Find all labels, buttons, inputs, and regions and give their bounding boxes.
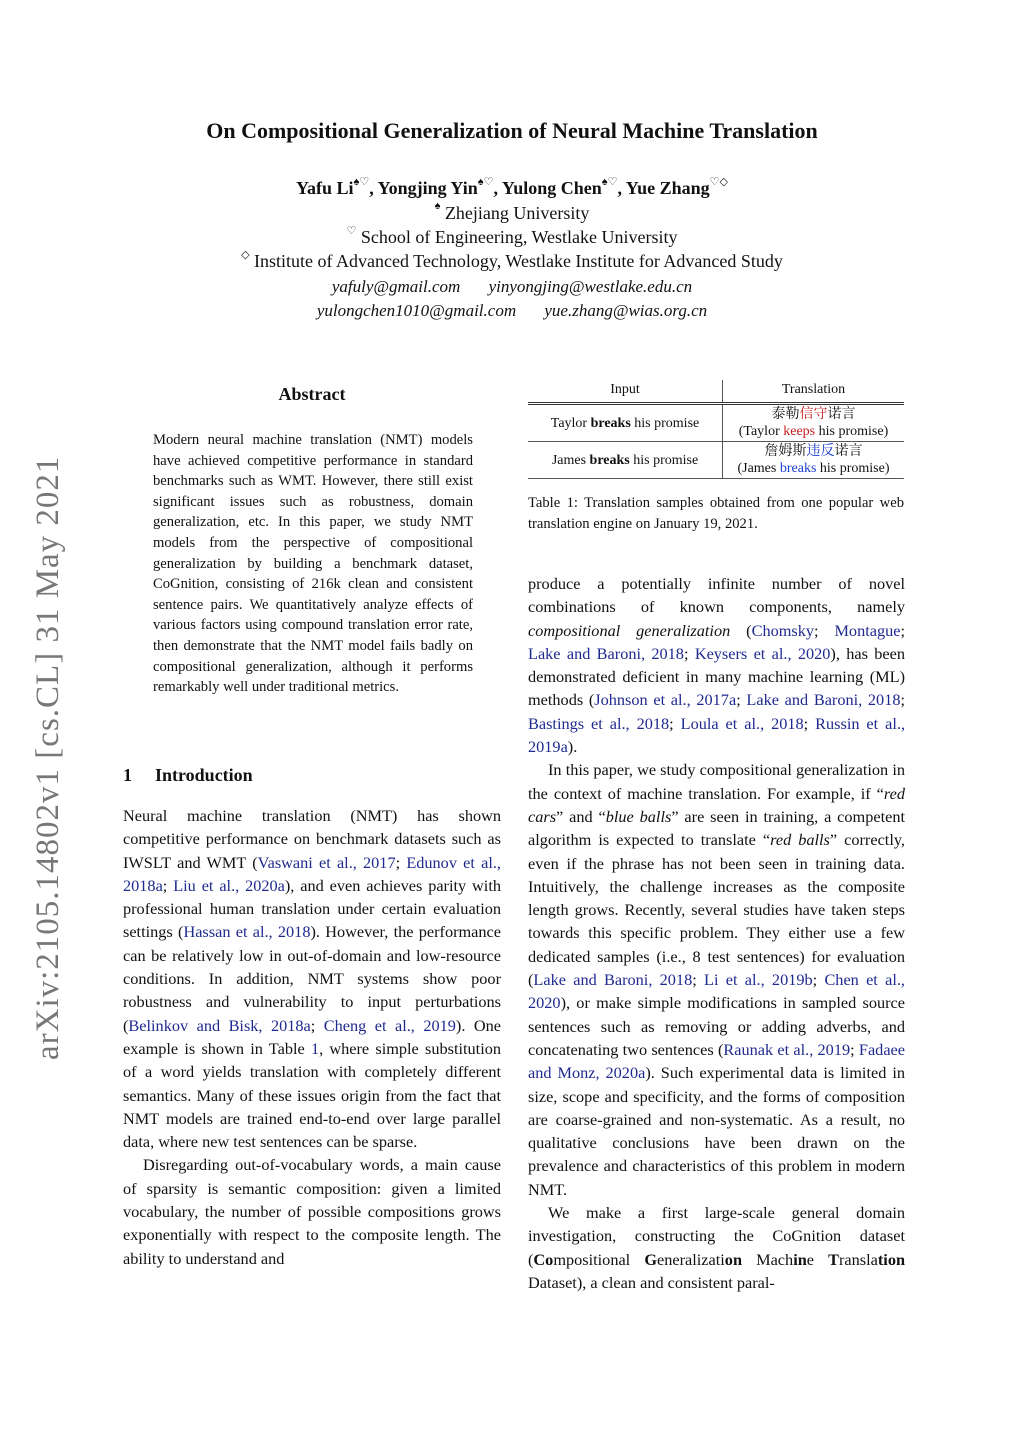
translation-table <box>528 380 904 479</box>
table-row <box>528 442 904 479</box>
author-name: Yafu Li <box>296 178 354 198</box>
author-marks: ♠♡ <box>477 176 494 188</box>
translation-cell: 泰勒信守诺言 (Taylor keeps his promise) <box>723 404 905 442</box>
column-header-translation: Translation <box>723 380 905 404</box>
author-list: Yafu Li♠♡, Yongjing Yin♠♡, Yulong Chen♠♡, Yue Zhang♡◇ <box>296 176 728 198</box>
input-cell: James breaks his promise <box>528 442 723 479</box>
affiliation <box>0 200 1024 224</box>
paragraph: Neural machine translation (NMT) has shown competitive performance on benchmark datasets such as IWSLT and WMT (Vaswani et al., 2017; Edunov et al., 2018a; Liu et al., 2020a), and even achieves parity with professional human translation under certain evaluation settings (Hassan et al., 2018). However, the performance can be relatively low in out-of-domain and low-resource conditions. In addition, NMT systems show poor robustness and vulnerability to input perturbations (Belinkov and Bisk, 2018a; Cheng et al., 2019). One example is shown in Table 1, where simple substitution of a word yields translation with completely different semantics. Many of these issues origin from the fact that NMT models are trained end-to-end over large parallel data, where new test sentences can be sparse. <box>123 806 501 1152</box>
section-heading <box>123 765 253 786</box>
affiliation <box>0 251 1024 272</box>
paper-title: On Compositional Generalization of Neural Machine Translation <box>206 118 818 143</box>
email-row <box>0 301 1024 321</box>
author-marks: ♡◇ <box>709 176 728 188</box>
affiliation <box>0 227 1024 248</box>
section-number: 1 <box>123 765 132 785</box>
citation-link[interactable]: Keysers et al., 2020 <box>694 643 831 663</box>
email-link[interactable]: yinyongjing@westlake.edu.cn <box>488 277 693 296</box>
citation-link[interactable]: Fadaee and Monz, 2020a <box>528 1039 905 1083</box>
citation-link[interactable]: Belinkov and Bisk, 2018a <box>128 1015 311 1035</box>
citation-link[interactable]: Lake and Baroni, 2018 <box>746 690 901 710</box>
citation-link[interactable]: Johnson et al., 2017a <box>594 690 737 710</box>
citation-link[interactable]: Montague <box>834 620 901 640</box>
paragraph: produce a potentially infinite number of novel combinations of known components, namely compositional generalization (Chomsky; Montague; Lake and Baroni, 2018; Keysers et al., 2020), has been demonstrated deficient in many machine learning (ML) methods (Johnson et al., 2017a; Lake and Baroni, 2018; Bastings et al., 2018; Loula et al., 2018; Russin et al., 2019a). <box>528 574 906 757</box>
citation-link[interactable]: Lake and Baroni, 2018 <box>528 643 684 663</box>
citation-link[interactable]: Raunak et al., 2019 <box>723 1039 851 1059</box>
email-link[interactable]: yulongchen1010@gmail.com <box>316 301 517 320</box>
citation-link[interactable]: Hassan et al., 2018 <box>183 922 311 942</box>
translation-cell: 詹姆斯违反诺言 (James breaks his promise) <box>723 442 905 479</box>
section-title: Introduction <box>155 765 253 785</box>
paragraph: We make a first large-scale general domain investigation, constructing the CoGnition dataset (Compositional Generalization Machine Translation Dataset), a clean and consistent paral- <box>528 1203 906 1292</box>
table-header-row <box>528 380 904 404</box>
email-row <box>0 277 1024 297</box>
affiliation-name: Zhejiang University <box>444 203 590 223</box>
affiliation-mark: ◇ <box>241 249 250 261</box>
column-header-input: Input <box>528 380 723 404</box>
right-column <box>528 572 905 1294</box>
author-name: Yue Zhang <box>625 178 710 198</box>
input-cell: Taylor breaks his promise <box>528 404 723 442</box>
citation-link[interactable]: Chen et al., 2020 <box>528 970 905 1013</box>
table-row <box>528 404 904 442</box>
abstract-heading: Abstract <box>278 384 346 404</box>
table-caption: Table 1: Translation samples obtained from one popular web translation engine on January 19, 2021. <box>528 495 904 532</box>
affiliation-name: School of Engineering, Westlake University <box>360 227 678 247</box>
citation-link[interactable]: Vaswani et al., 2017 <box>257 852 396 872</box>
citation-link[interactable]: Loula et al., 2018 <box>680 713 804 733</box>
citation-link[interactable]: Li et al., 2019b <box>704 970 813 990</box>
arxiv-identifier: arXiv:2105.14802v1 [cs.CL] 31 May 2021 <box>30 455 66 1060</box>
author-marks: ♠♡ <box>353 176 370 188</box>
paragraph: In this paper, we study compositional generalization in the context of machine translation. For example, if “red cars” and “blue balls” are seen in training, a competent algorithm is expected to translate “red balls” correctly, even if the phrase has not been seen in training data. Intuitively, the challenge increases as the composite length grows. Recently, several studies have taken steps towards this specific problem. They either use a few dedicated samples (i.e., 8 test sentences) for evaluation (Lake and Baroni, 2018; Li et al., 2019b; Chen et al., 2020), or make simple modifications in sampled source sentences such as removing or adding adverbs, and concatenating two sentences (Raunak et al., 2019; Fadaee and Monz, 2020a). Such experimental data is limited in size, scope and specificity, and the forms of composition are coarse-grained and non-systematic. As a result, no qualitative conclusions have been drawn on the prevalence and characteristics of this problem in modern NMT. <box>528 760 905 1199</box>
citation-link[interactable]: Bastings et al., 2018 <box>528 713 670 733</box>
citation-link[interactable]: Chomsky <box>751 620 815 640</box>
author-name: Yulong Chen <box>501 178 602 198</box>
abstract-body: Modern neural machine translation (NMT) models have achieved competitive performance in standard benchmarks such as WMT. However, there still exist significant issues such as robustness, domain generalization, etc. In this paper, we study NMT models from the perspective of compositional generalization by building a benchmark dataset, CoGnition, consisting of 216k clean and consistent sentence pairs. We quantitatively analyze effects of various factors using compound translation error rate, then demonstrate that the NMT model fails badly on compositional generalization, although it performs remarkably well under traditional metrics. <box>153 432 473 696</box>
citation-link[interactable]: Edunov et al., 2018a <box>123 852 501 895</box>
citation-link[interactable]: Cheng et al., 2019 <box>323 1015 456 1035</box>
email-link[interactable]: yue.zhang@wias.org.cn <box>544 301 708 320</box>
citation-link[interactable]: Liu et al., 2020a <box>173 875 285 895</box>
citation-link[interactable]: Russin et al., 2019a <box>528 713 906 757</box>
left-column <box>123 804 501 1270</box>
citation-link[interactable]: Lake and Baroni, 2018 <box>533 970 693 990</box>
affiliation-name: Institute of Advanced Technology, Westlake Institute for Advanced Study <box>254 251 783 271</box>
author-marks: ♠♡ <box>601 176 618 188</box>
affiliation-mark: ♡ <box>346 225 357 237</box>
email-link[interactable]: yafuly@gmail.com <box>331 277 461 296</box>
paragraph: Disregarding out-of-vocabulary words, a main cause of sparsity is semantic composition: given a limited vocabulary, the number of possible compositions grows exponentially with respect to the composite length. The ability to understand and <box>123 1155 501 1268</box>
table-reference-link[interactable]: 1 <box>310 1038 320 1058</box>
author-name: Yongjing Yin <box>377 178 478 198</box>
affiliation-mark: ♠ <box>434 200 441 212</box>
